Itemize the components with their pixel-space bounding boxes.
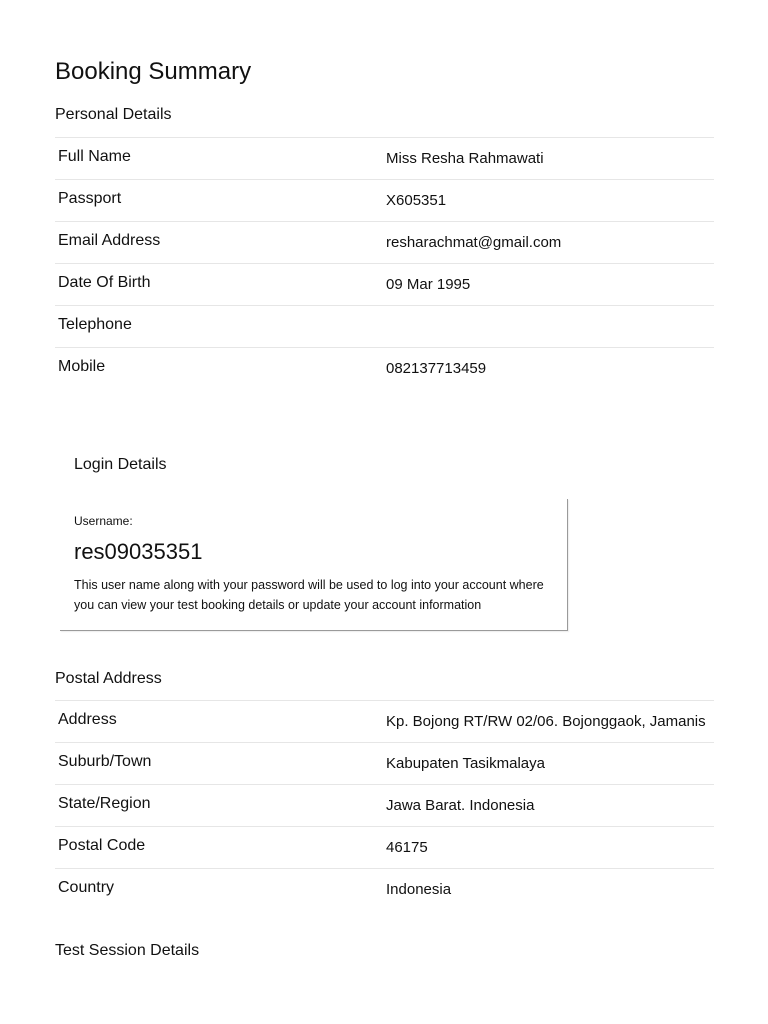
email-value: resharachmat@gmail.com: [386, 234, 562, 251]
country-value: Indonesia: [386, 881, 452, 898]
date-of-birth-label: Date Of Birth: [58, 274, 151, 291]
postal-row-country: [55, 869, 714, 911]
date-of-birth-value: 09 Mar 1995: [386, 276, 471, 293]
passport-value: X605351: [386, 192, 447, 209]
email-label: Email Address: [58, 232, 161, 249]
state-region-value: Jawa Barat. Indonesia: [386, 797, 535, 814]
personal-row-passport: [55, 180, 714, 222]
mobile-label: Mobile: [58, 358, 106, 375]
postal-row-state-region: [55, 785, 714, 827]
mobile-value: 082137713459: [386, 360, 487, 377]
login-details-title: Login Details: [74, 456, 167, 473]
test-session-details-title: Test Session Details: [55, 942, 200, 959]
personal-row-telephone: [55, 306, 714, 348]
personal-details-table: [55, 137, 714, 390]
personal-row-mobile: [55, 348, 714, 390]
personal-row-email: [55, 222, 714, 264]
login-note: This user name along with your password will be used to log into your account where you can view your test booking details or update your account information: [74, 578, 544, 612]
personal-details-title: Personal Details: [55, 106, 172, 123]
state-region-label: State/Region: [58, 795, 151, 812]
suburb-town-value: Kabupaten Tasikmalaya: [386, 755, 545, 772]
postal-row-postal-code: [55, 827, 714, 869]
suburb-town-label: Suburb/Town: [58, 753, 152, 770]
address-value: Kp. Bojong RT/RW 02/06. Bojonggaok, Jamanis: [386, 713, 706, 730]
postal-address-table: [55, 700, 714, 911]
personal-row-date-of-birth: [55, 264, 714, 306]
username-label: Username:: [74, 514, 133, 528]
username-value: res09035351: [74, 539, 203, 564]
personal-row-full-name: [55, 138, 714, 180]
full-name-label: Full Name: [58, 148, 131, 165]
postal-row-suburb-town: [55, 743, 714, 785]
postal-code-label: Postal Code: [58, 837, 146, 854]
postal-address-title: Postal Address: [55, 670, 162, 687]
full-name-value: Miss Resha Rahmawati: [386, 150, 544, 167]
postal-row-address: [55, 701, 714, 743]
postal-code-value: 46175: [386, 839, 428, 856]
telephone-label: Telephone: [58, 316, 132, 333]
country-label: Country: [58, 879, 115, 896]
page-title: Booking Summary: [55, 58, 252, 85]
passport-label: Passport: [58, 190, 122, 207]
address-label: Address: [58, 711, 117, 728]
telephone-value: [386, 306, 714, 347]
login-details-card: [60, 499, 568, 631]
